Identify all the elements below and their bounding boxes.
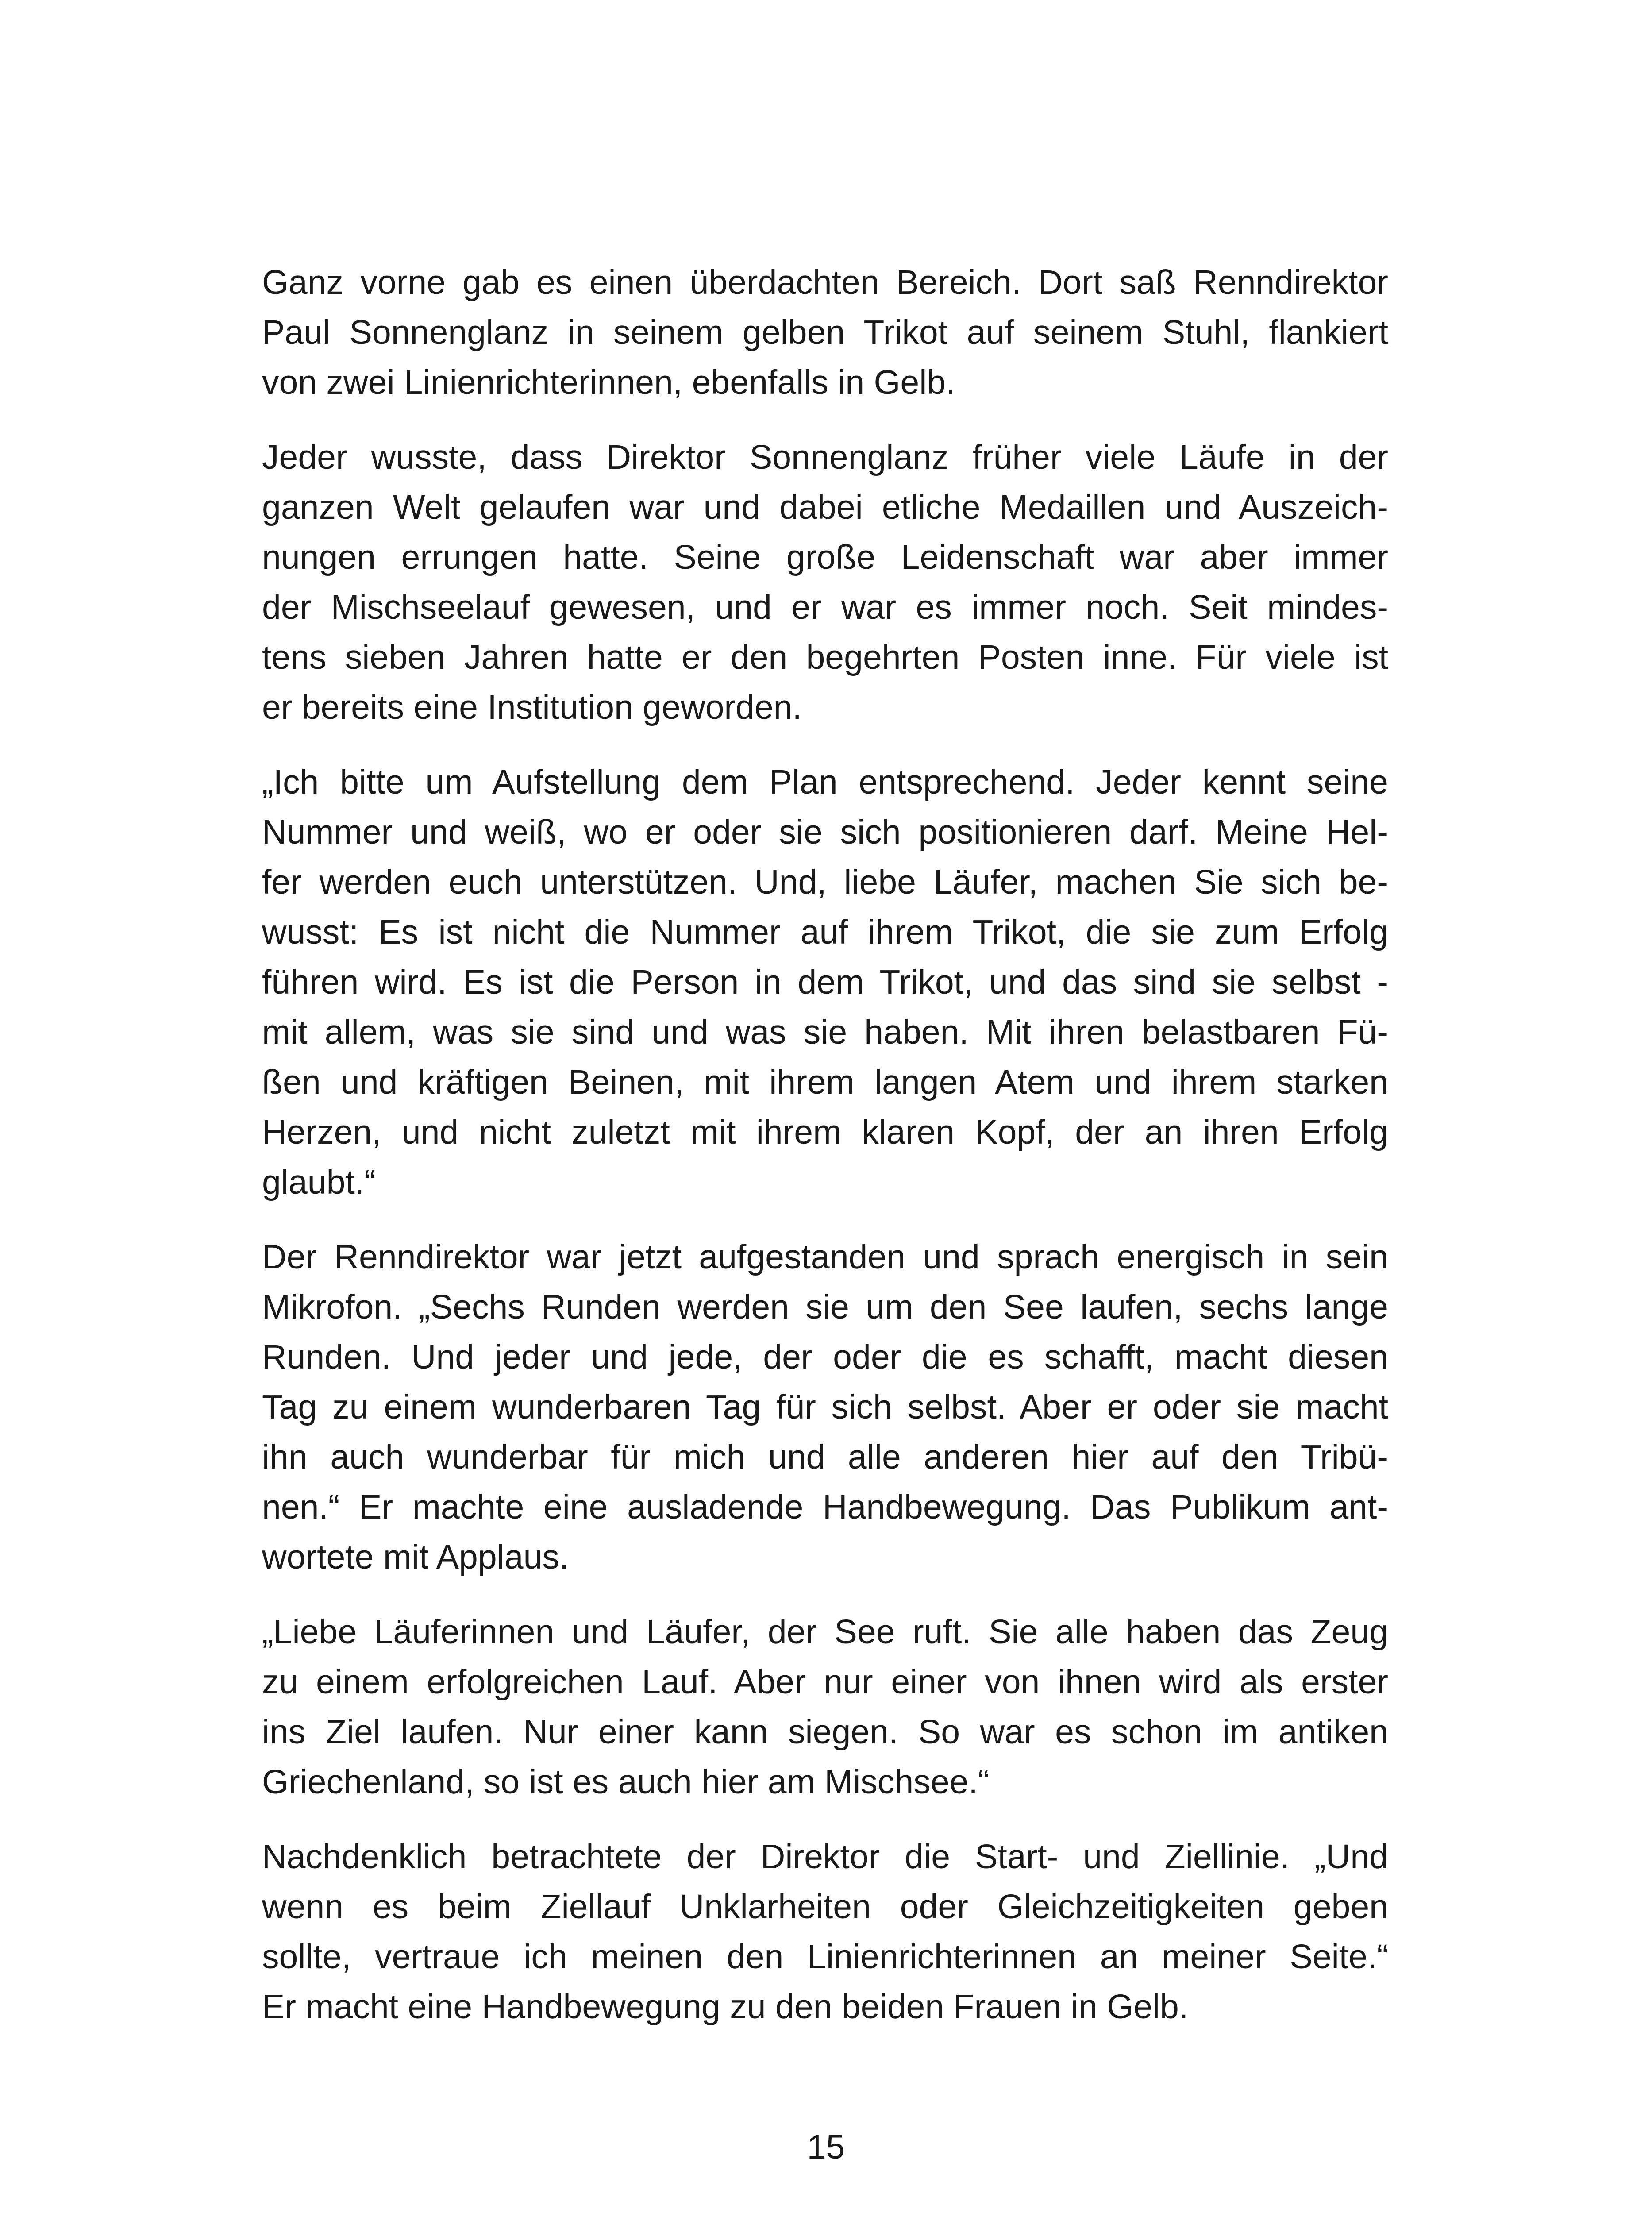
page-number: 15 (807, 2128, 845, 2166)
text-line: wortete mit Applaus. (262, 1538, 569, 1576)
text-line: Ganz vorne gab es einen überdachten Bereich. Dort saß Renndirektor (262, 263, 1388, 301)
text-line: „Liebe Läuferinnen und Läufer, der See ruft. Sie alle haben das Zeug (262, 1613, 1388, 1651)
text-line: Griechenland, so ist es auch hier am Mischsee.“ (262, 1763, 990, 1801)
paragraph-1 (262, 258, 1388, 408)
text-line: fer werden euch unterstützen. Und, liebe Läufer, machen Sie sich be- (262, 863, 1388, 901)
paragraph-6 (262, 1832, 1388, 2032)
text-line: Herzen, und nicht zuletzt mit ihrem klaren Kopf, der an ihren Erfolg (262, 1113, 1388, 1151)
text-line: glaubt.“ (262, 1163, 376, 1201)
text-line: führen wird. Es ist die Person in dem Trikot, und das sind sie selbst - (262, 963, 1388, 1001)
text-line: nungen errungen hatte. Seine große Leidenschaft war aber immer (262, 538, 1388, 576)
paragraph-4 (262, 1232, 1388, 1582)
text-line: Der Renndirektor war jetzt aufgestanden und sprach energisch in sein (262, 1238, 1388, 1276)
text-line: tens sieben Jahren hatte er den begehrten Posten inne. Für viele ist (262, 638, 1388, 676)
paragraph-2 (262, 432, 1388, 733)
text-line: Tag zu einem wunderbaren Tag für sich selbst. Aber er oder sie macht (262, 1388, 1388, 1426)
text-line: sollte, vertraue ich meinen den Linienrichterinnen an meiner Seite.“ (262, 1938, 1388, 1976)
text-line: ihn auch wunderbar für mich und alle anderen hier auf den Tribü- (262, 1438, 1388, 1476)
text-line: Mikrofon. „Sechs Runden werden sie um den See laufen, sechs lange (262, 1288, 1388, 1326)
text-line: „Ich bitte um Aufstellung dem Plan entsprechend. Jeder kennt seine (262, 763, 1388, 801)
text-line: mit allem, was sie sind und was sie haben. Mit ihren belastbaren Fü- (262, 1013, 1388, 1051)
text-line: zu einem erfolgreichen Lauf. Aber nur einer von ihnen wird als erster (262, 1663, 1388, 1701)
text-line: Nummer und weiß, wo er oder sie sich positionieren darf. Meine Hel- (262, 813, 1388, 851)
text-line: Paul Sonnenglanz in seinem gelben Trikot auf seinem Stuhl, flankiert (262, 313, 1388, 351)
text-line: Nachdenklich betrachtete der Direktor die Start- und Ziellinie. „Und (262, 1838, 1388, 1876)
text-line: der Mischseelauf gewesen, und er war es immer noch. Seit mindes- (262, 588, 1388, 626)
paragraph-3 (262, 757, 1388, 1207)
text-line: ins Ziel laufen. Nur einer kann siegen. So war es schon im antiken (262, 1713, 1388, 1751)
text-line: ganzen Welt gelaufen war und dabei etliche Medaillen und Auszeich- (262, 488, 1388, 526)
text-line: Runden. Und jeder und jede, der oder die es schafft, macht diesen (262, 1338, 1388, 1376)
body-text (262, 258, 1388, 2057)
text-line: Jeder wusste, dass Direktor Sonnenglanz früher viele Läufe in der (262, 438, 1388, 476)
text-line: wenn es beim Ziellauf Unklarheiten oder Gleichzeitigkeiten geben (262, 1888, 1388, 1926)
text-line: wusst: Es ist nicht die Nummer auf ihrem Trikot, die sie zum Erfolg (262, 913, 1388, 951)
paragraph-5 (262, 1607, 1388, 1807)
text-line: ßen und kräftigen Beinen, mit ihrem langen Atem und ihrem starken (262, 1063, 1388, 1101)
text-line: nen.“ Er machte eine ausladende Handbewegung. Das Publikum ant- (262, 1488, 1388, 1526)
text-line: Er macht eine Handbewegung zu den beiden Frauen in Gelb. (262, 1988, 1189, 2026)
text-line: er bereits eine Institution geworden. (262, 688, 802, 726)
text-line: von zwei Linienrichterinnen, ebenfalls in Gelb. (262, 363, 955, 401)
